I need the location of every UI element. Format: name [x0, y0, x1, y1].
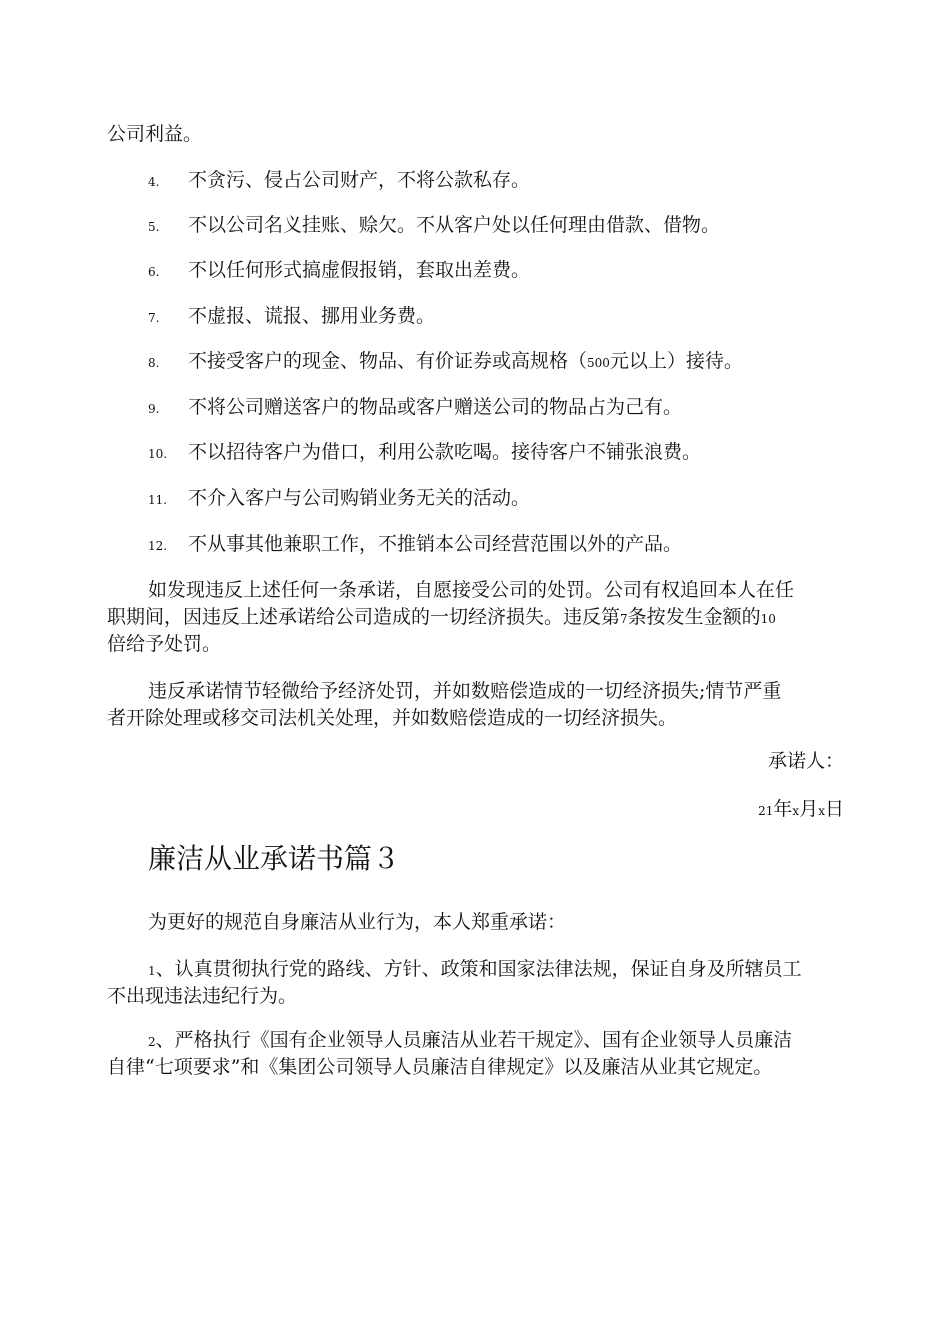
paragraph-line: 自律“七项要求”和《集团公司领导人员廉洁自律规定》以及廉洁从业其它规定。	[107, 1056, 773, 1078]
list-item	[148, 349, 743, 375]
item-number: 8.	[148, 356, 160, 370]
list-item	[148, 213, 720, 239]
paragraph-text: 职期间，因违反上述承诺给公司造成的一切经济损失。违反第	[107, 606, 621, 628]
paragraph-text: 条按发生金额的	[627, 606, 761, 628]
paragraph-line: 如发现违反上述任何一条承诺，自愿接受公司的处罚。公司有权追回本人在任	[148, 579, 795, 601]
paragraph-line: 不出现违法违纪行为。	[107, 985, 298, 1007]
item-text-b: 元以上）接待。	[609, 350, 743, 372]
date-year-char: 年	[773, 798, 793, 820]
paragraph-line: 倍给予处罚。	[107, 633, 222, 655]
date-day: x	[818, 804, 825, 818]
paragraph-line: 者开除处理或移交司法机关处理，并如数赔偿造成的一切经济损失。	[107, 707, 678, 729]
paragraph-line	[107, 605, 776, 631]
paragraph-text: 、严格执行《国有企业领导人员廉洁从业若干规定》、国有企业领导人员廉洁	[155, 1029, 793, 1051]
item-text: 不以任何形式搞虚假报销，套取出差费。	[188, 259, 531, 281]
multiplier-number: 10	[760, 612, 776, 626]
item-number: 5.	[148, 220, 160, 234]
item-number: 6.	[148, 265, 160, 279]
item-number: 11.	[148, 493, 168, 507]
paragraph-text: 、认真贯彻执行党的路线、方针、政策和国家法律法规，保证自身及所辖员工	[155, 958, 802, 980]
signatory-label: 承诺人：	[767, 750, 844, 772]
item-number: 12.	[148, 539, 168, 553]
paragraph-line	[148, 1028, 792, 1054]
section-intro: 为更好的规范自身廉洁从业行为，本人郑重承诺：	[148, 911, 567, 933]
item-text: 不将公司赠送客户的物品或客户赠送公司的物品占为己有。	[188, 396, 683, 418]
clause-number: 2	[148, 1035, 156, 1049]
item-text-a: 不接受客户的现金、物品、有价证券或高规格（	[188, 350, 588, 372]
item-number: 7.	[148, 311, 160, 325]
list-item	[148, 395, 682, 421]
paragraph-line: 违反承诺情节轻微给予经济处罚，并如数赔偿造成的一切经济损失;情节严重	[148, 680, 782, 702]
list-item	[148, 486, 530, 512]
item-number: 10.	[148, 447, 168, 461]
item-text: 不以招待客户为借口，利用公款吃喝。接待客户不铺张浪费。	[188, 441, 702, 463]
date-day-char: 日	[824, 798, 844, 820]
item-text: 不从事其他兼职工作，不推销本公司经营范围以外的产品。	[188, 533, 683, 555]
section-title: 廉洁从业承诺书篇３	[148, 842, 401, 875]
date-month: x	[792, 804, 800, 818]
list-item	[148, 304, 435, 330]
item-number: 4.	[148, 175, 160, 189]
list-item	[148, 532, 682, 558]
item-text: 不介入客户与公司购销业务无关的活动。	[188, 487, 531, 509]
paragraph-line	[148, 957, 802, 983]
item-text: 不以公司名义挂账、赊欠。不从客户处以任何理由借款、借物。	[188, 214, 721, 236]
signature-date	[758, 797, 844, 823]
date-month-char: 月	[799, 798, 819, 820]
item-text: 不贪污、侵占公司财产，不将公款私存。	[188, 169, 531, 191]
list-item	[148, 258, 530, 284]
item-text: 不虚报、谎报、挪用业务费。	[188, 305, 436, 327]
item-number: 9.	[148, 402, 160, 416]
continued-text: 公司利益。	[107, 123, 203, 145]
clause-number: 1	[148, 964, 156, 978]
list-item	[148, 440, 701, 466]
list-item	[148, 168, 530, 194]
date-year: 21	[758, 804, 774, 818]
article-number: 7	[620, 612, 628, 626]
item-amount: 500	[587, 356, 610, 370]
